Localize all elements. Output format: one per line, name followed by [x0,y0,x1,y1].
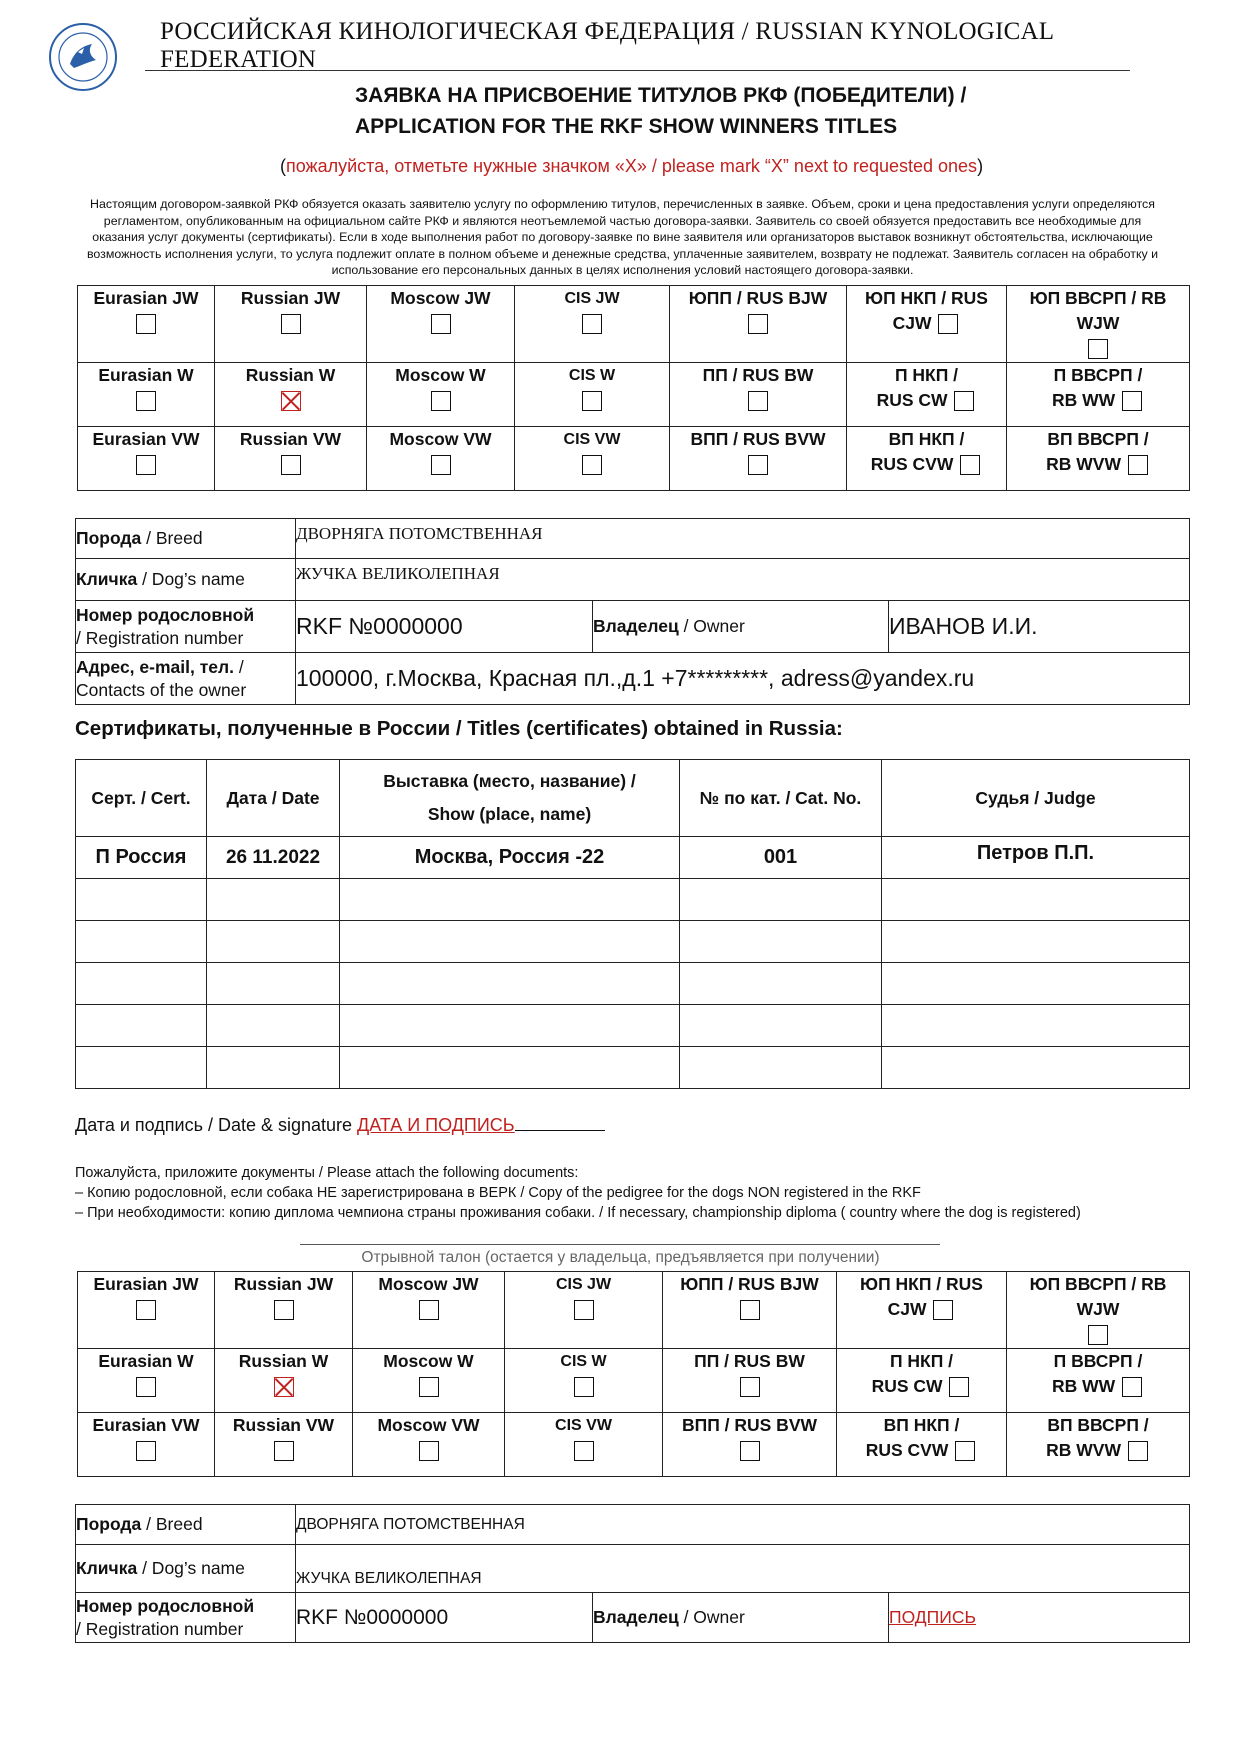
title-rb-wjw: ЮП ВВСРП / RB WJW [1007,286,1190,363]
title-moscow-jw: Moscow JW [367,286,515,363]
checkbox[interactable] [419,1377,439,1397]
empty-cell[interactable] [76,1047,207,1089]
title-eurasian-jw: Eurasian JW [78,286,215,363]
title-eurasian-w: Eurasian W [78,363,215,427]
titles-table-tear-off [77,1271,1190,1477]
checkbox[interactable] [1088,339,1108,359]
checkbox[interactable] [281,314,301,334]
signature-blank [515,1116,605,1131]
signature-value[interactable]: ДАТА И ПОДПИСЬ [357,1115,515,1135]
title-rus-bw: ПП / RUS BW [670,363,847,427]
org-title: РОССИЙСКАЯ КИНОЛОГИЧЕСКАЯ ФЕДЕРАЦИЯ / RUSSIAN KYNOLOGICAL FEDERATION [160,18,1054,73]
title-eurasian-jw: Eurasian JW [78,1272,215,1349]
signature-label: Дата и подпись / Date & signature [75,1115,358,1135]
documents-item: – Копию родословной, если собака НЕ зарегистрирована в ВЕРК / Copy of the pedigree for the dogs NON registered in the RKF [75,1185,921,1201]
checkbox[interactable] [1122,391,1142,411]
checkbox[interactable] [274,1300,294,1320]
empty-cell[interactable] [76,1005,207,1047]
documents-intro: Пожалуйста, приложите документы / Please attach the following documents: [75,1165,579,1181]
title-rus-bjw: ЮПП / RUS BJW [663,1272,837,1349]
application-title-en: APPLICATION FOR THE RKF SHOW WINNERS TITLES [355,115,898,138]
title-cis-vw: CIS VW [515,427,670,491]
title-cis-vw: CIS VW [505,1413,663,1477]
dog-name-label: Кличка / Dog’s name [76,1545,296,1593]
empty-cell[interactable] [882,963,1190,1005]
table-row [76,921,1190,963]
empty-cell[interactable] [680,879,882,921]
contacts-value[interactable]: 100000, г.Москва, Красная пл.,д.1 +7*********, adress@yandex.ru [296,653,1190,705]
checkbox[interactable] [954,391,974,411]
header-rule [145,70,1130,71]
title-rus-cvw: ВП НКП / RUS CVW [837,1413,1007,1477]
checkbox[interactable] [574,1377,594,1397]
title-russian-w: Russian W [215,363,367,427]
title-rus-bjw: ЮПП / RUS BJW [670,286,847,363]
judge-cell[interactable]: Петров П.П. [882,837,1190,879]
title-russian-jw: Russian JW [215,286,367,363]
empty-cell[interactable] [207,921,340,963]
checkbox[interactable] [938,314,958,334]
checkbox[interactable] [960,455,980,475]
registration-label: Номер родословной / Registration number [76,601,296,653]
title-rus-bvw: ВПП / RUS BVW [663,1413,837,1477]
mark-instruction [280,156,983,177]
title-cis-jw: CIS JW [515,286,670,363]
checkbox[interactable] [431,314,451,334]
title-rb-wjw: ЮП ВВСРП / RB WJW [1007,1272,1190,1349]
empty-cell[interactable] [207,1047,340,1089]
empty-cell[interactable] [882,921,1190,963]
certificates-heading: Сертификаты, полученные в России / Titles (certificates) obtained in Russia: [75,717,843,740]
empty-cell[interactable] [207,963,340,1005]
empty-cell[interactable] [340,879,680,921]
show-cell[interactable]: Москва, Россия -22 [340,837,680,879]
checkbox[interactable] [748,314,768,334]
breed-value[interactable]: ДВОРНЯГА ПОТОМСТВЕННАЯ [296,1505,1190,1545]
empty-cell[interactable] [680,963,882,1005]
contacts-label: Адрес, e-mail, тел. / Contacts of the owner [76,653,296,705]
checkbox[interactable] [1128,1441,1148,1461]
rkf-logo [48,22,118,92]
owner-label: Владелец / Owner [593,601,889,653]
checkbox[interactable] [431,455,451,475]
empty-cell[interactable] [207,1005,340,1047]
breed-label: Порода / Breed [76,519,296,559]
checkbox[interactable] [740,1377,760,1397]
dog-info-table [75,518,1190,705]
documents-item: – При необходимости: копию диплома чемпиона страны проживания собаки. / If necessary, championship diploma ( country where the dog is registered) [75,1205,1081,1221]
title-moscow-w: Moscow W [353,1349,505,1413]
title-rus-cw: П НКП / RUS CW [847,363,1007,427]
title-rb-wvw: ВП ВВСРП / RB WVW [1007,1413,1190,1477]
checkbox[interactable] [136,455,156,475]
table-row [76,1005,1190,1047]
documents-list [75,1163,1081,1223]
table-row [76,1047,1190,1089]
tear-off-rule [300,1244,940,1245]
title-russian-vw: Russian VW [215,427,367,491]
title-cis-w: CIS W [515,363,670,427]
checkbox[interactable] [1128,455,1148,475]
certificates-table [75,759,1190,1089]
checkbox[interactable] [1122,1377,1142,1397]
dog-name-value[interactable]: ЖУЧКА ВЕЛИКОЛЕПНАЯ [296,1545,1190,1593]
empty-cell[interactable] [340,1005,680,1047]
header-date: Дата / Date [207,760,340,837]
header-cert: Серт. / Cert. [76,760,207,837]
owner-value[interactable]: ИВАНОВ И.И. [889,601,1190,653]
empty-cell[interactable] [680,1005,882,1047]
title-moscow-vw: Moscow VW [367,427,515,491]
checkbox[interactable] [748,455,768,475]
disclaimer-text: Настоящим договором-заявкой РКФ обязуется оказать заявителю услугу по оформлению титулов, перечисленных в заявке. Объем, сроки и цена предоставления услуги определяются регламентом, опубликованным на официальном сайте РКФ и являются неотъемлемой частью договора-заявки. Заявитель со своей обязуется предоставить все необходимые для оказания услуг документы (сертификаты). Если в ходе выполнения работ по договору-заявке по вине заявителя или организаторов выставок возникнут обстоятельства, исключающие возможность исполнения услуги, то услуга подлежит оплате в полном объеме и денежные средства, уплаченные заявителем, возврату не подлежат. Заявитель согласен на обработку и использование его персональных данных в целях исполнения условий настоящего договора-заявки. [86,197,1159,277]
checkbox[interactable] [949,1377,969,1397]
title-rus-cjw: ЮП НКП / RUS CJW [847,286,1007,363]
title-russian-w: Russian W [215,1349,353,1413]
title-rus-bvw: ВПП / RUS BVW [670,427,847,491]
table-row [76,879,1190,921]
title-rus-cvw: ВП НКП / RUS CVW [847,427,1007,491]
checkbox[interactable] [574,1300,594,1320]
dog-name-label: Кличка / Dog’s name [76,559,296,601]
title-rus-cw: П НКП / RUS CW [837,1349,1007,1413]
title-cis-jw: CIS JW [505,1272,663,1349]
empty-cell[interactable] [882,1005,1190,1047]
registration-value[interactable]: RKF №0000000 [296,601,593,653]
checkbox[interactable] [136,314,156,334]
registration-value[interactable]: RKF №0000000 [296,1593,593,1643]
checkbox[interactable] [136,1441,156,1461]
table-row [76,837,1190,879]
tear-off-note: Отрывной талон (остается у владельца, предъявляется при получении) [361,1249,880,1266]
checkbox[interactable] [582,391,602,411]
cert-cell[interactable]: П Россия [76,837,207,879]
empty-cell[interactable] [882,1047,1190,1089]
checkbox[interactable] [136,1377,156,1397]
owner-label: Владелец / Owner [593,1593,889,1643]
checkbox[interactable] [136,1300,156,1320]
empty-cell[interactable] [680,921,882,963]
title-rb-wvw: ВП ВВСРП / RB WVW [1007,427,1190,491]
table-row [76,963,1190,1005]
header-show: Выставка (место, название) / Show (place, name) [340,760,680,837]
checkbox[interactable] [582,314,602,334]
checkbox[interactable] [431,391,451,411]
dog-name-value[interactable]: ЖУЧКА ВЕЛИКОЛЕПНАЯ [296,559,1190,601]
empty-cell[interactable] [882,879,1190,921]
mark-note-open: ( [280,156,286,176]
checkbox[interactable] [281,455,301,475]
owner-signature[interactable]: ПОДПИСЬ [889,1593,1190,1643]
checkbox[interactable] [419,1441,439,1461]
dog-info-table-tear-off [75,1504,1190,1643]
header-judge: Судья / Judge [882,760,1190,837]
title-cis-w: CIS W [505,1349,663,1413]
checkbox[interactable] [740,1441,760,1461]
empty-cell[interactable] [340,921,680,963]
empty-cell[interactable] [76,921,207,963]
title-rb-ww: П ВВСРП / RB WW [1007,363,1190,427]
breed-value[interactable]: ДВОРНЯГА ПОТОМСТВЕННАЯ [296,519,1190,559]
title-rb-ww: П ВВСРП / RB WW [1007,1349,1190,1413]
title-rus-cjw: ЮП НКП / RUS CJW [837,1272,1007,1349]
checkbox[interactable] [419,1300,439,1320]
checkbox[interactable] [1088,1325,1108,1345]
empty-cell[interactable] [340,963,680,1005]
checkbox[interactable] [274,1441,294,1461]
title-eurasian-vw: Eurasian VW [78,1413,215,1477]
checkbox[interactable] [574,1441,594,1461]
empty-cell[interactable] [207,879,340,921]
title-russian-vw: Russian VW [215,1413,353,1477]
checkbox[interactable] [740,1300,760,1320]
application-title-ru: ЗАЯВКА НА ПРИСВОЕНИЕ ТИТУЛОВ РКФ (ПОБЕДИТЕЛИ) / [355,84,967,107]
signature-line [75,1115,605,1136]
checkbox[interactable] [748,391,768,411]
checkbox[interactable] [136,391,156,411]
empty-cell[interactable] [76,879,207,921]
empty-cell[interactable] [76,963,207,1005]
checkbox[interactable] [955,1441,975,1461]
empty-cell[interactable] [340,1047,680,1089]
title-moscow-vw: Moscow VW [353,1413,505,1477]
title-moscow-jw: Moscow JW [353,1272,505,1349]
title-moscow-w: Moscow W [367,363,515,427]
header-cat-no: № по кат. / Cat. No. [680,760,882,837]
cat-no-cell[interactable]: 001 [680,837,882,879]
checkbox-checked[interactable] [274,1377,294,1397]
title-eurasian-w: Eurasian W [78,1349,215,1413]
titles-table [77,285,1190,491]
empty-cell[interactable] [680,1047,882,1089]
breed-label: Порода / Breed [76,1505,296,1545]
checkbox-checked[interactable] [281,391,301,411]
mark-note-close: ) [977,156,984,176]
checkbox[interactable] [582,455,602,475]
title-rus-bw: ПП / RUS BW [663,1349,837,1413]
title-russian-jw: Russian JW [215,1272,353,1349]
title-eurasian-vw: Eurasian VW [78,427,215,491]
date-cell[interactable]: 26 11.2022 [207,837,340,879]
checkbox[interactable] [933,1300,953,1320]
registration-label: Номер родословной / Registration number [76,1593,296,1643]
mark-note-text: пожалуйста, отметьте нужные значком «Х» / please mark “X” next to requested ones [286,156,978,176]
